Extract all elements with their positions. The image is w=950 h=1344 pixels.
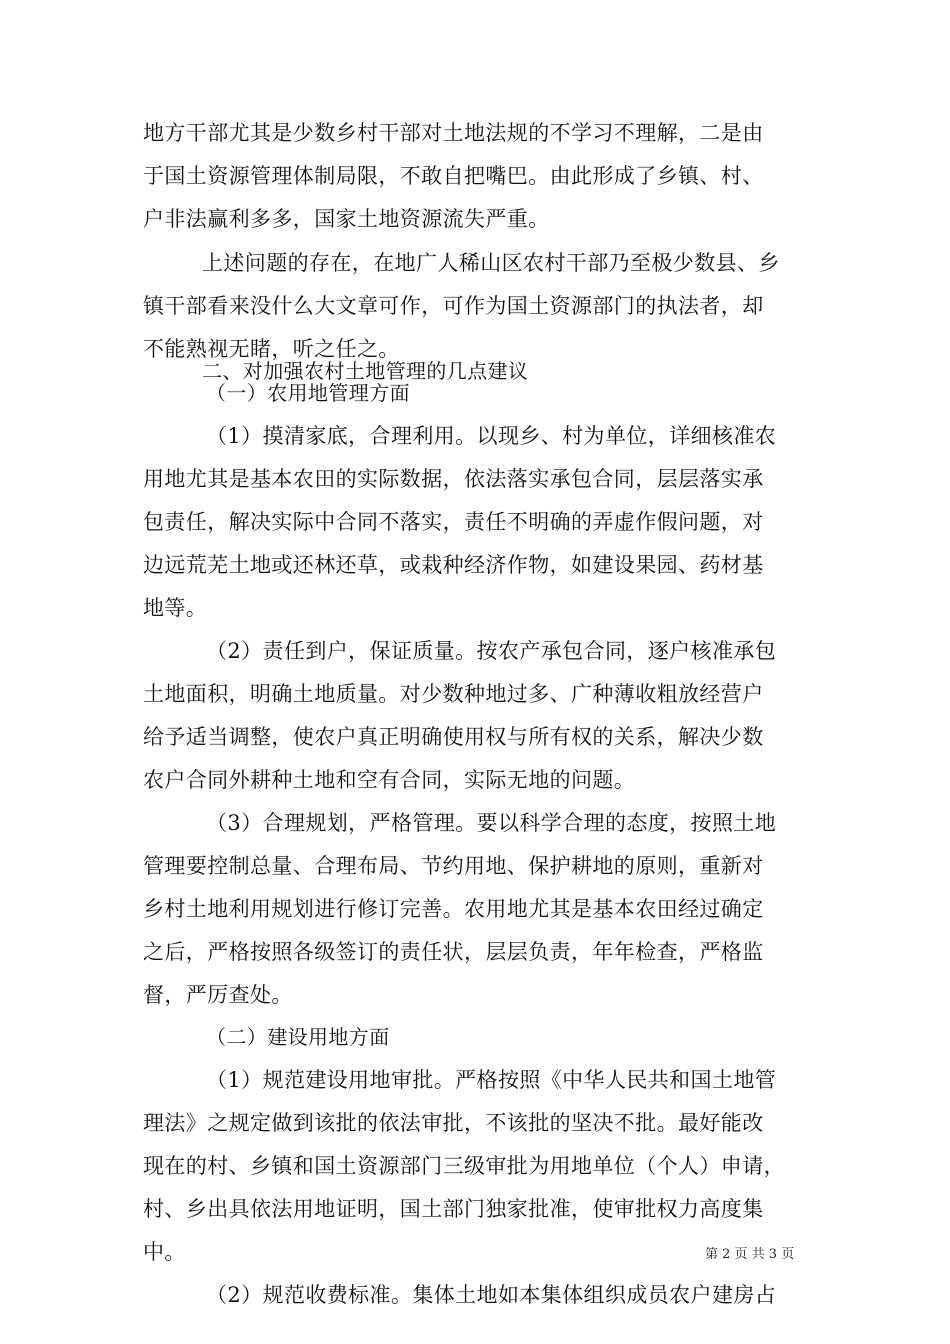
- text-line: 上述问题的存在，在地广人稀山区农村干部乃至极少数县、乡: [202, 251, 780, 275]
- page-number-footer: 第 2 页 共 3 页: [705, 1247, 795, 1262]
- text-line: （3）合理规划，严格管理。要以科学合理的态度，按照土地: [206, 811, 777, 835]
- text-line: 镇干部看来没什么大文章可作，可作为国土资源部门的执法者，却: [143, 294, 764, 318]
- text-line: 土地面积，明确土地质量。对少数种地过多、广种薄收粗放经营户: [143, 682, 764, 706]
- text-line: 农户合同外耕种土地和空有合同，实际无地的问题。: [143, 768, 636, 792]
- text-line: 村、乡出具依法用地证明，国土部门独家批准，使审批权力高度集: [143, 1197, 764, 1221]
- text-line: 包责任，解决实际中合同不落实，责任不明确的弄虚作假问题，对: [143, 510, 764, 534]
- text-line: 督，严厉查处。: [143, 983, 293, 1007]
- text-line: （1）规范建设用地审批。严格按照《中华人民共和国土地管: [206, 1068, 777, 1092]
- text-line: （1）摸清家底，合理利用。以现乡、村为单位，详细核准农: [206, 424, 777, 448]
- text-line: 地等。: [143, 596, 208, 620]
- subsection-heading: （二）建设用地方面: [206, 1025, 390, 1049]
- text-line: 中。: [143, 1240, 186, 1264]
- text-line: 边远荒芜土地或还林还草，或栽种经济作物，如建设果园、药材基: [143, 553, 764, 577]
- text-line: 之后，严格按照各级签订的责任状，层层负责，年年检查，严格监: [143, 940, 764, 964]
- section-heading: 二、对加强农村土地管理的几点建议: [202, 359, 529, 383]
- text-line: （2）规范收费标准。集体土地如本集体组织成员农户建房占: [206, 1283, 777, 1307]
- text-line: 现在的村、乡镇和国土资源部门三级审批为用地单位（个人）申请，: [143, 1154, 785, 1178]
- text-line: 地方干部尤其是少数乡村干部对土地法规的不学习不理解，二是由: [143, 121, 764, 145]
- text-line: 管理要控制总量、合理布局、节约用地、保护耕地的原则，重新对: [143, 854, 764, 878]
- text-line: 于国土资源管理体制局限，不敢自把嘴巴。由此形成了乡镇、村、: [143, 164, 764, 188]
- text-line: 乡村土地利用规划进行修订完善。农用地尤其是基本农田经过确定: [143, 897, 764, 921]
- text-line: 用地尤其是基本农田的实际数据，依法落实承包合同，层层落实承: [143, 467, 764, 491]
- text-line: （2）责任到户，保证质量。按农产承包合同，逐户核准承包: [206, 639, 777, 663]
- text-line: 理法》之规定做到该批的依法审批，不该批的坚决不批。最好能改: [143, 1111, 764, 1135]
- text-line: 不能熟视无睹，听之任之。: [143, 337, 400, 361]
- text-line: 给予适当调整，使农户真正明确使用权与所有权的关系，解决少数: [143, 725, 764, 749]
- text-line: 户非法赢利多多，国家土地资源流失严重。: [143, 207, 550, 231]
- subsection-heading: （一）农用地管理方面: [206, 381, 410, 405]
